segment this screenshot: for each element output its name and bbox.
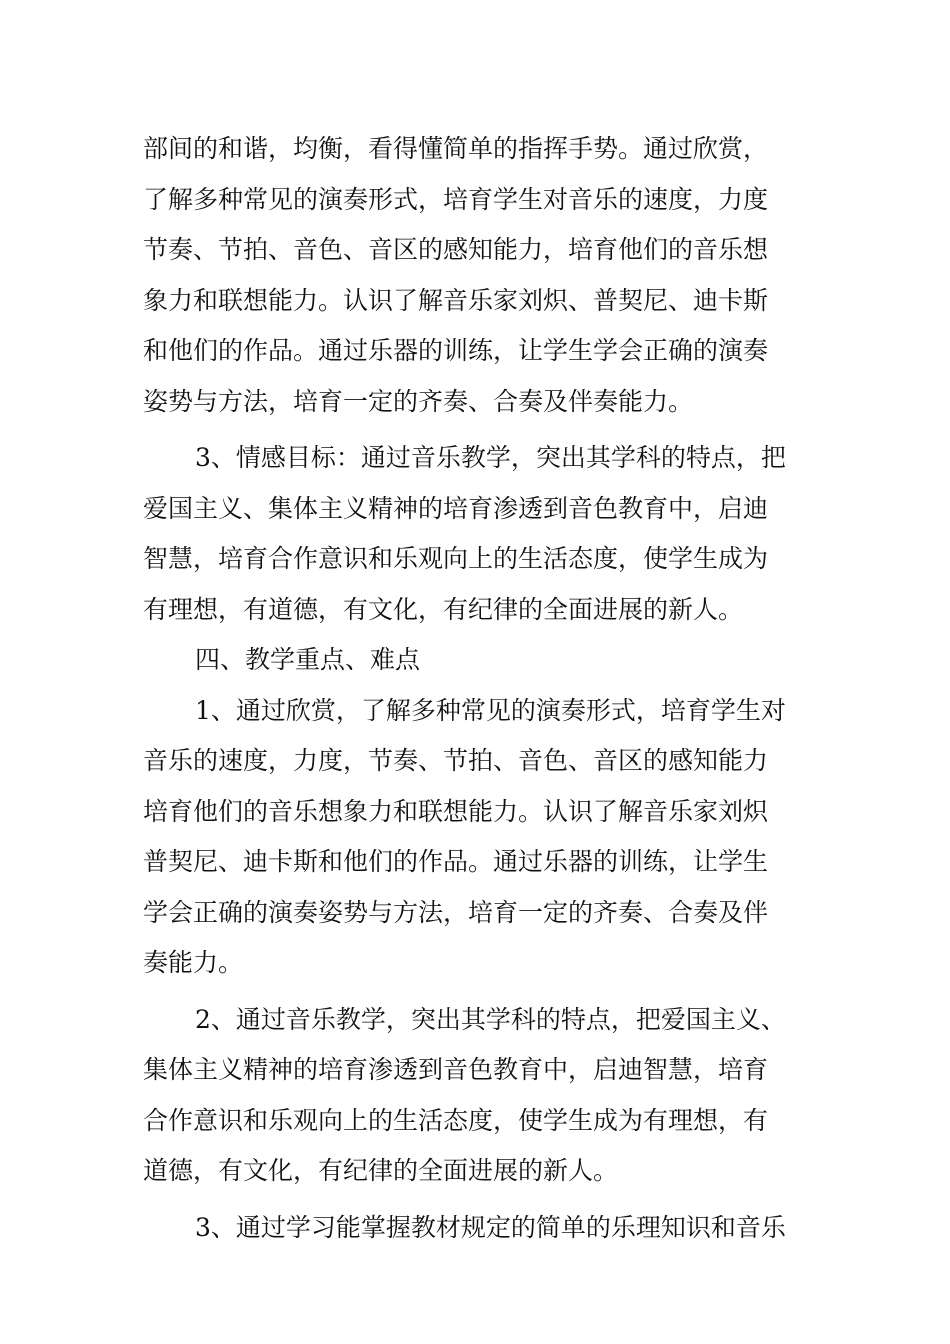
text-line: 象力和联想能力。认识了解音乐家刘炽、普契尼、迪卡斯 [143, 285, 769, 315]
paragraph-2 [143, 433, 811, 635]
heading-line: 四、教学重点、难点 [195, 645, 421, 674]
paragraph-5 [143, 995, 811, 1197]
text-line: 培育他们的音乐想象力和联想能力。认识了解音乐家刘炽 [143, 796, 769, 826]
paragraph-1 [143, 124, 811, 427]
text-line: 音乐的速度，力度，节奏、节拍、音色、音区的感知能力 [143, 746, 769, 775]
text-line: 集体主义精神的培育渗透到音色教育中，启迪智慧，培育 [143, 1055, 769, 1084]
text-line: 智慧，培育合作意识和乐观向上的生活态度，使学生成为 [143, 544, 769, 573]
text-line: 奏能力。 [143, 948, 244, 977]
text-line: 学会正确的演奏姿势与方法，培育一定的齐奏、合奏及伴 [143, 897, 769, 927]
text-line: 有理想，有道德，有文化，有纪律的全面进展的新人。 [143, 594, 744, 624]
text-line: 普契尼、迪卡斯和他们的作品。通过乐器的训练，让学生 [143, 847, 769, 876]
text-line: 节奏、节拍、音色、音区的感知能力，培育他们的音乐想 [143, 235, 769, 264]
text-line: 道德，有文化，有纪律的全面进展的新人。 [143, 1156, 619, 1185]
text-line: 爱国主义、集体主义精神的培育渗透到音色教育中，启迪 [143, 493, 769, 523]
text-line: 部间的和谐，均衡，看得懂简单的指挥手势。通过欣赏， [143, 134, 769, 163]
text-line: 合作意识和乐观向上的生活态度，使学生成为有理想，有 [143, 1105, 769, 1135]
text-line: 了解多种常见的演奏形式，培育学生对音乐的速度，力度 [143, 184, 769, 214]
text-line: 2、通过音乐教学，突出其学科的特点，把爱国主义、 [195, 1004, 786, 1034]
text-line: 姿势与方法，培育一定的齐奏、合奏及伴奏能力。 [143, 386, 694, 416]
text-line: 和他们的作品。通过乐器的训练，让学生学会正确的演奏 [143, 336, 769, 365]
paragraph-6 [143, 1203, 811, 1254]
text-line: 3、通过学习能掌握教材规定的简单的乐理知识和音乐 [195, 1212, 786, 1242]
text-line: 3、情感目标：通过音乐教学，突出其学科的特点，把 [195, 443, 786, 472]
paragraph-4 [143, 686, 811, 989]
text-line: 1、通过欣赏，了解多种常见的演奏形式，培育学生对 [195, 695, 786, 725]
section-heading [143, 635, 811, 686]
document-body [143, 124, 811, 1253]
